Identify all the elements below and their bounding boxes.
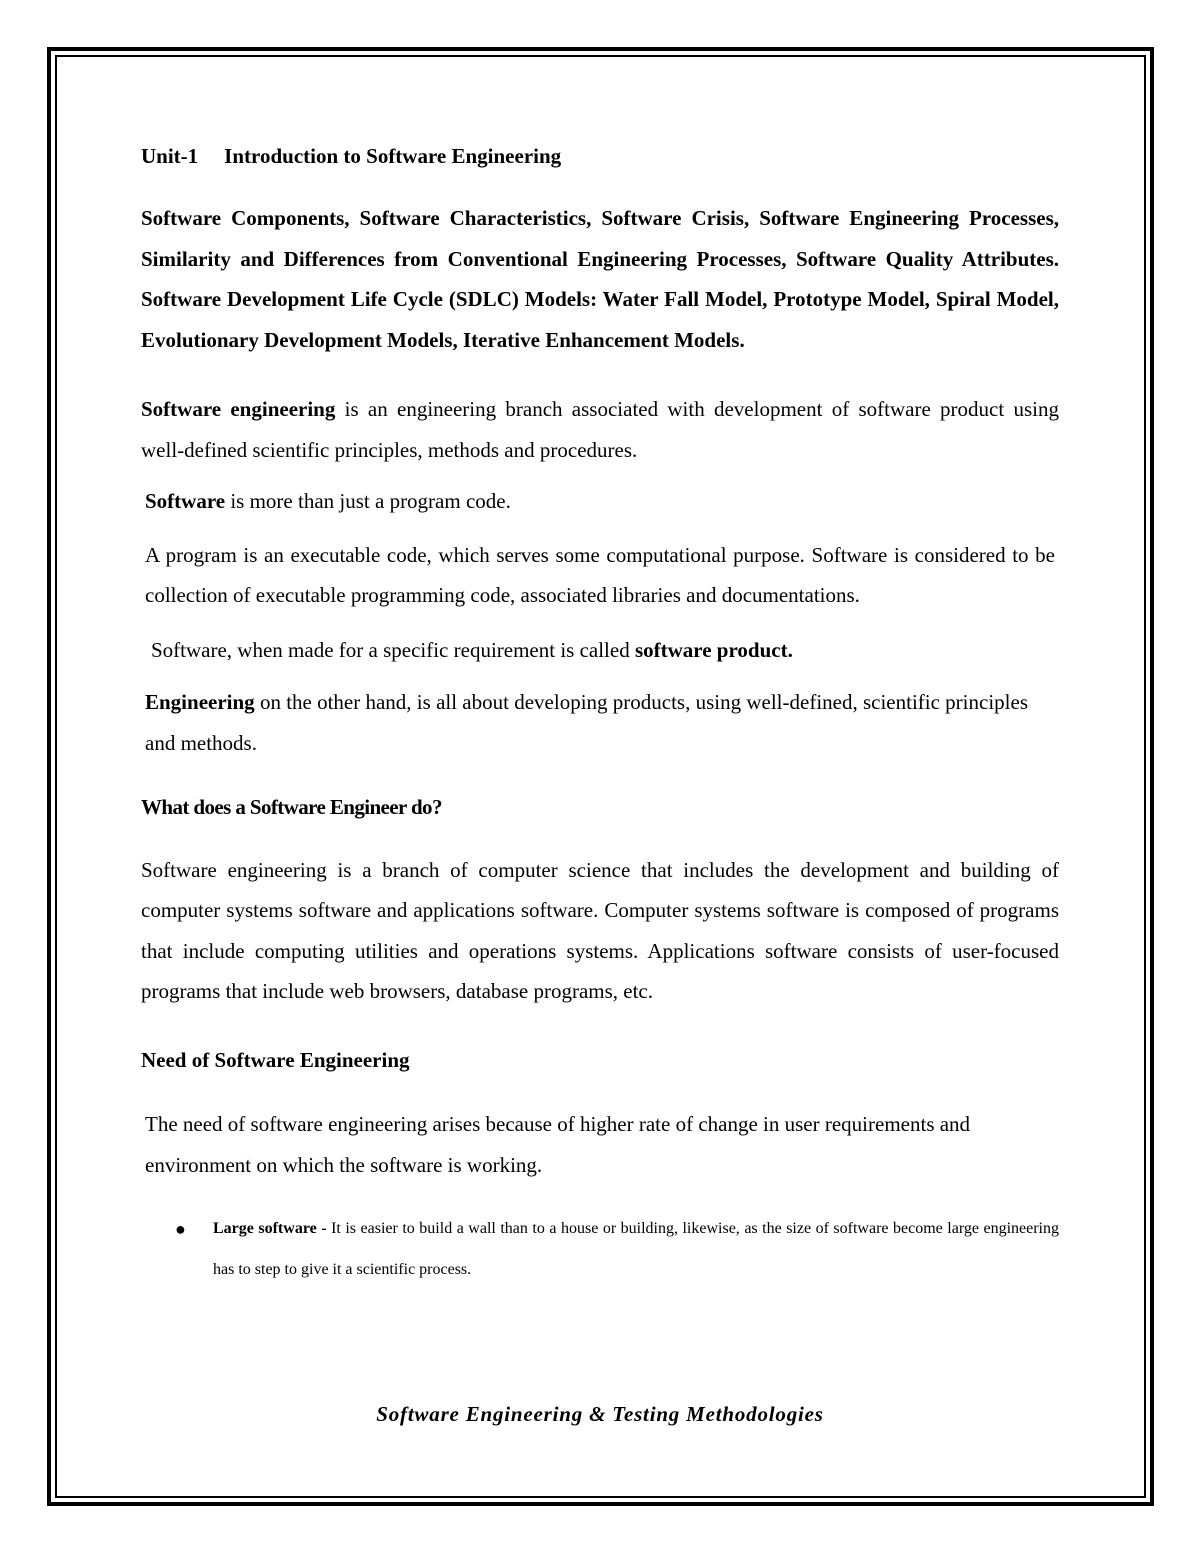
page-content [141,138,1059,1290]
software-term: Software [145,489,226,513]
product-term: software product. [634,637,793,662]
need-bullet-list [141,1209,1059,1290]
need-heading-text: Need of Software Engineering [141,1047,410,1072]
need-section-heading [141,1040,1059,1081]
se-term: Software engineering [141,397,336,421]
program-definition-text: A program is an executable code, which serves some computational purpose. Software is considered to be collection of executable programming code, associated libraries and documentations. [145,542,1055,607]
se-definition-paragraph [141,389,1059,470]
need-body-text: The need of software engineering arises because of higher rate of change in user requirements and environment on which the software is working. [145,1112,971,1177]
unit-heading [141,138,1059,174]
engineering-definition-paragraph [141,682,1055,763]
se-definition-text: is an engineering branch associated with development of software product using well-defined scientific principles, methods and procedures. [141,397,1059,462]
program-definition-paragraph [141,535,1055,616]
engineer-body-text: Software engineering is a branch of computer science that includes the development and building of computer systems software and applications software. Computer systems software is composed of programs that include computing utilities and operations systems. Applications software consists of user-focused programs that include web browsers, database programs, etc. [141,857,1059,1003]
engineer-heading-text: What does a Software Engineer do? [141,795,442,819]
unit-title: Introduction to Software Engineering [224,144,562,168]
syllabus-text: Software Components, Software Characteristics, Software Crisis, Software Engineering Processes, Similarity and Differences from Conventional Engineering Processes, Software Quality Attributes. Software Development Life Cycle (SDLC) Models: Water Fall Model, Prototype Model, Spiral Model, Evolutionary Development Models, Iterative Enhancement Models. [141,206,1059,352]
bullet-icon: ● [175,1219,186,1239]
software-definition-paragraph [141,481,1059,522]
product-definition-paragraph [141,630,1059,671]
product-definition-text: Software, when made for a specific requirement is called [151,637,635,662]
engineering-definition-text: on the other hand, is all about developing products, using well-defined, scientific principles and methods. [145,690,1028,755]
page-footer [0,1402,1200,1427]
bullet-text: It is easier to build a wall than to a house or building, likewise, as the size of software become large engineering has to step to give it a scientific process. [213,1220,1059,1278]
bullet-term: Large software - [213,1220,332,1237]
syllabus-topics [141,198,1059,360]
need-section-body [141,1104,1055,1185]
engineering-term: Engineering [145,690,255,714]
unit-number: Unit-1 [141,144,199,168]
engineer-section-heading [141,787,1059,828]
engineer-section-body [141,850,1059,1012]
list-item [141,1209,1059,1290]
software-definition-text: is more than just a program code. [225,489,511,513]
footer-text: Software Engineering & Testing Methodologies [376,1402,824,1426]
